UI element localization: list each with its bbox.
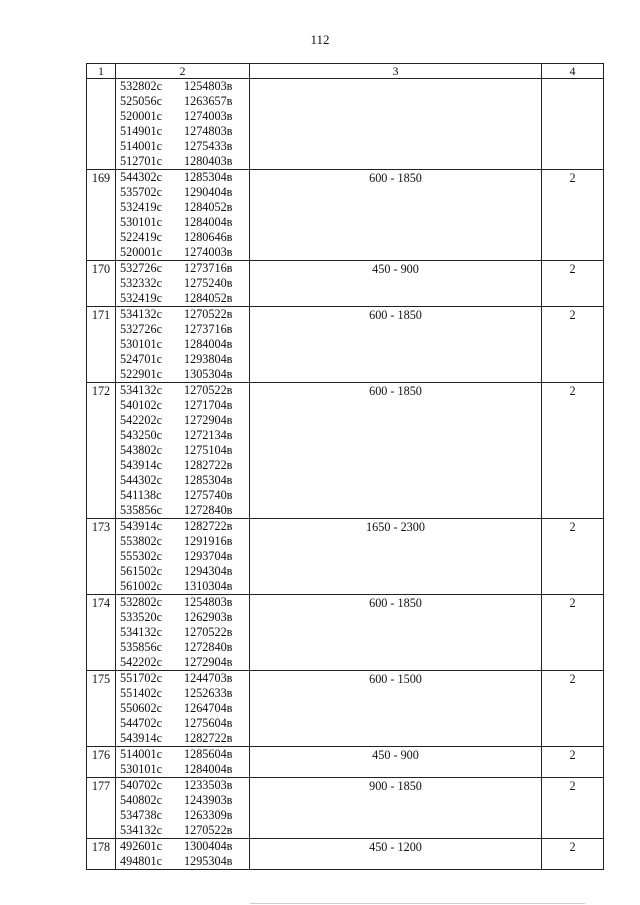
longitude-code: 1272904в (184, 655, 233, 669)
table-body (87, 79, 604, 870)
longitude-code: 1270522в (184, 823, 233, 837)
coordinate-pair (120, 716, 249, 731)
latitude-code: 535702с (120, 185, 162, 199)
altitude-range: 450 - 900 (250, 261, 542, 307)
coordinate-pair (120, 443, 249, 458)
altitude-range: 600 - 1850 (250, 595, 542, 671)
latitude-code: 534132с (120, 307, 162, 321)
latitude-code: 525056с (120, 94, 162, 108)
altitude-range: 1650 - 2300 (250, 519, 542, 595)
longitude-code: 1270522в (184, 383, 233, 397)
latitude-code: 532332с (120, 276, 162, 290)
latitude-code: 561502с (120, 564, 162, 578)
longitude-code: 1293804в (184, 352, 233, 366)
table-row (87, 170, 604, 261)
row-number: 171 (87, 307, 116, 383)
latitude-code: 530101с (120, 337, 162, 351)
coordinates-table (86, 63, 604, 870)
column-4-value: 2 (542, 383, 604, 519)
latitude-code: 534132с (120, 823, 162, 837)
altitude-range: 450 - 900 (250, 747, 542, 778)
coordinate-pair (120, 352, 249, 367)
latitude-code: 532726с (120, 261, 162, 275)
latitude-code: 561002с (120, 579, 162, 593)
latitude-code: 540702с (120, 778, 162, 792)
table-row (87, 778, 604, 839)
longitude-code: 1274803в (184, 124, 233, 138)
latitude-code: 555302с (120, 549, 162, 563)
latitude-code: 524701с (120, 352, 162, 366)
coordinate-pair (120, 124, 249, 139)
latitude-code: 520001с (120, 245, 162, 259)
longitude-code: 1233503в (184, 778, 233, 792)
altitude-range: 600 - 1850 (250, 383, 542, 519)
coordinate-pair (120, 854, 249, 869)
coordinate-pair (120, 519, 249, 534)
row-number: 176 (87, 747, 116, 778)
column-4-value (542, 79, 604, 170)
longitude-code: 1295304в (184, 854, 233, 868)
longitude-code: 1263657в (184, 94, 233, 108)
longitude-code: 1273716в (184, 261, 233, 275)
coordinate-pair (120, 473, 249, 488)
header-col-2: 2 (116, 64, 250, 79)
coordinate-pair (120, 383, 249, 398)
coordinate-pair (120, 701, 249, 716)
row-number: 172 (87, 383, 116, 519)
latitude-code: 543914с (120, 731, 162, 745)
coordinates-cell (116, 307, 250, 383)
latitude-code: 550602с (120, 701, 162, 715)
coordinate-pair (120, 215, 249, 230)
latitude-code: 494801с (120, 854, 162, 868)
longitude-code: 1275104в (184, 443, 233, 457)
coordinates-cell (116, 519, 250, 595)
longitude-code: 1284004в (184, 762, 233, 776)
coordinate-pair (120, 291, 249, 306)
header-col-4: 4 (542, 64, 604, 79)
longitude-code: 1254803в (184, 595, 233, 609)
row-number: 169 (87, 170, 116, 261)
longitude-code: 1280646в (184, 230, 233, 244)
coordinate-pair (120, 458, 249, 473)
longitude-code: 1271704в (184, 398, 233, 412)
coordinate-pair (120, 595, 249, 610)
longitude-code: 1285304в (184, 473, 233, 487)
coordinate-pair (120, 245, 249, 260)
column-4-value: 2 (542, 170, 604, 261)
longitude-code: 1275433в (184, 139, 233, 153)
coordinate-pair (120, 778, 249, 793)
row-number: 170 (87, 261, 116, 307)
longitude-code: 1243903в (184, 793, 233, 807)
latitude-code: 532419с (120, 200, 162, 214)
page-number: 112 (310, 32, 330, 47)
longitude-code: 1285604в (184, 747, 233, 761)
latitude-code: 514001с (120, 747, 162, 761)
coordinate-pair (120, 154, 249, 169)
column-4-value: 2 (542, 747, 604, 778)
latitude-code: 543250с (120, 428, 162, 442)
latitude-code: 520001с (120, 109, 162, 123)
coordinate-pair (120, 276, 249, 291)
scan-edge-line (250, 903, 585, 904)
latitude-code: 543802с (120, 443, 162, 457)
latitude-code: 534738с (120, 808, 162, 822)
longitude-code: 1244703в (184, 671, 233, 685)
coordinates-cell (116, 79, 250, 170)
coordinate-pair (120, 655, 249, 670)
longitude-code: 1284052в (184, 200, 233, 214)
latitude-code: 530101с (120, 762, 162, 776)
coordinate-pair (120, 307, 249, 322)
latitude-code: 530101с (120, 215, 162, 229)
coordinate-pair (120, 94, 249, 109)
latitude-code: 540802с (120, 793, 162, 807)
coordinate-pair (120, 579, 249, 594)
coordinate-pair (120, 793, 249, 808)
longitude-code: 1305304в (184, 367, 233, 381)
column-4-value: 2 (542, 519, 604, 595)
longitude-code: 1282722в (184, 731, 233, 745)
coordinate-pair (120, 731, 249, 746)
latitude-code: 532419с (120, 291, 162, 305)
longitude-code: 1282722в (184, 458, 233, 472)
column-4-value: 2 (542, 839, 604, 870)
longitude-code: 1273716в (184, 322, 233, 336)
coordinates-cell (116, 170, 250, 261)
longitude-code: 1293704в (184, 549, 233, 563)
altitude-range: 900 - 1850 (250, 778, 542, 839)
latitude-code: 544702с (120, 716, 162, 730)
table-row (87, 261, 604, 307)
coordinate-pair (120, 823, 249, 838)
latitude-code: 514001с (120, 139, 162, 153)
longitude-code: 1252633в (184, 686, 233, 700)
longitude-code: 1272904в (184, 413, 233, 427)
coordinates-cell (116, 595, 250, 671)
longitude-code: 1274003в (184, 245, 233, 259)
table-row (87, 747, 604, 778)
longitude-code: 1280403в (184, 154, 233, 168)
coordinate-pair (120, 640, 249, 655)
longitude-code: 1285304в (184, 170, 233, 184)
coordinate-pair (120, 428, 249, 443)
column-4-value: 2 (542, 671, 604, 747)
longitude-code: 1272134в (184, 428, 233, 442)
longitude-code: 1284004в (184, 337, 233, 351)
longitude-code: 1254803в (184, 79, 233, 93)
longitude-code: 1282722в (184, 519, 233, 533)
longitude-code: 1310304в (184, 579, 233, 593)
coordinates-cell (116, 261, 250, 307)
longitude-code: 1300404в (184, 839, 233, 853)
latitude-code: 514901с (120, 124, 162, 138)
longitude-code: 1290404в (184, 185, 233, 199)
altitude-range: 600 - 1500 (250, 671, 542, 747)
coordinate-pair (120, 610, 249, 625)
longitude-code: 1275740в (184, 488, 233, 502)
coordinate-pair (120, 139, 249, 154)
coordinate-pair (120, 185, 249, 200)
coordinate-pair (120, 109, 249, 124)
latitude-code: 542202с (120, 655, 162, 669)
column-4-value: 2 (542, 778, 604, 839)
table-row (87, 383, 604, 519)
coordinate-pair (120, 503, 249, 518)
latitude-code: 553802с (120, 534, 162, 548)
header-col-1: 1 (87, 64, 116, 79)
coordinate-pair (120, 398, 249, 413)
latitude-code: 533520с (120, 610, 162, 624)
row-number: 175 (87, 671, 116, 747)
longitude-code: 1294304в (184, 564, 233, 578)
latitude-code: 532802с (120, 595, 162, 609)
coordinate-pair (120, 762, 249, 777)
longitude-code: 1263309в (184, 808, 233, 822)
table-row (87, 519, 604, 595)
row-number: 178 (87, 839, 116, 870)
latitude-code: 542202с (120, 413, 162, 427)
latitude-code: 541138с (120, 488, 162, 502)
latitude-code: 522419с (120, 230, 162, 244)
column-4-value: 2 (542, 307, 604, 383)
column-4-value: 2 (542, 261, 604, 307)
coordinate-pair (120, 367, 249, 382)
coordinate-pair (120, 337, 249, 352)
header-col-3: 3 (250, 64, 542, 79)
longitude-code: 1284004в (184, 215, 233, 229)
coordinate-pair (120, 230, 249, 245)
longitude-code: 1274003в (184, 109, 233, 123)
latitude-code: 544302с (120, 170, 162, 184)
latitude-code: 532802с (120, 79, 162, 93)
column-4-value: 2 (542, 595, 604, 671)
table-header-row (87, 64, 604, 79)
longitude-code: 1262903в (184, 610, 233, 624)
coordinates-cell (116, 671, 250, 747)
latitude-code: 544302с (120, 473, 162, 487)
latitude-code: 534132с (120, 383, 162, 397)
altitude-range: 600 - 1850 (250, 170, 542, 261)
coordinate-pair (120, 625, 249, 640)
row-number: 177 (87, 778, 116, 839)
latitude-code: 543914с (120, 458, 162, 472)
altitude-range: 600 - 1850 (250, 307, 542, 383)
latitude-code: 535856с (120, 640, 162, 654)
coordinates-cell (116, 778, 250, 839)
latitude-code: 532726с (120, 322, 162, 336)
latitude-code: 543914с (120, 519, 162, 533)
coordinate-pair (120, 549, 249, 564)
longitude-code: 1275240в (184, 276, 233, 290)
table-row (87, 839, 604, 870)
longitude-code: 1291916в (184, 534, 233, 548)
table-row (87, 307, 604, 383)
longitude-code: 1270522в (184, 307, 233, 321)
row-number: 174 (87, 595, 116, 671)
table-row (87, 595, 604, 671)
latitude-code: 522901с (120, 367, 162, 381)
table-row (87, 671, 604, 747)
altitude-range: 450 - 1200 (250, 839, 542, 870)
coordinate-pair (120, 671, 249, 686)
coordinate-pair (120, 322, 249, 337)
coordinate-pair (120, 261, 249, 276)
coordinate-pair (120, 170, 249, 185)
longitude-code: 1284052в (184, 291, 233, 305)
altitude-range (250, 79, 542, 170)
coordinate-pair (120, 564, 249, 579)
latitude-code: 540102с (120, 398, 162, 412)
longitude-code: 1275604в (184, 716, 233, 730)
coordinate-pair (120, 200, 249, 215)
latitude-code: 492601с (120, 839, 162, 853)
coordinate-pair (120, 747, 249, 762)
coordinates-cell (116, 839, 250, 870)
coordinate-pair (120, 808, 249, 823)
row-number (87, 79, 116, 170)
table-row (87, 79, 604, 170)
longitude-code: 1270522в (184, 625, 233, 639)
coordinate-pair (120, 79, 249, 94)
latitude-code: 512701с (120, 154, 162, 168)
row-number: 173 (87, 519, 116, 595)
latitude-code: 551402с (120, 686, 162, 700)
coordinates-cell (116, 383, 250, 519)
coordinate-pair (120, 839, 249, 854)
coordinates-cell (116, 747, 250, 778)
coordinate-pair (120, 686, 249, 701)
longitude-code: 1272840в (184, 503, 233, 517)
latitude-code: 551702с (120, 671, 162, 685)
coordinate-pair (120, 534, 249, 549)
longitude-code: 1264704в (184, 701, 233, 715)
coordinate-pair (120, 413, 249, 428)
longitude-code: 1272840в (184, 640, 233, 654)
coordinate-pair (120, 488, 249, 503)
latitude-code: 535856с (120, 503, 162, 517)
latitude-code: 534132с (120, 625, 162, 639)
